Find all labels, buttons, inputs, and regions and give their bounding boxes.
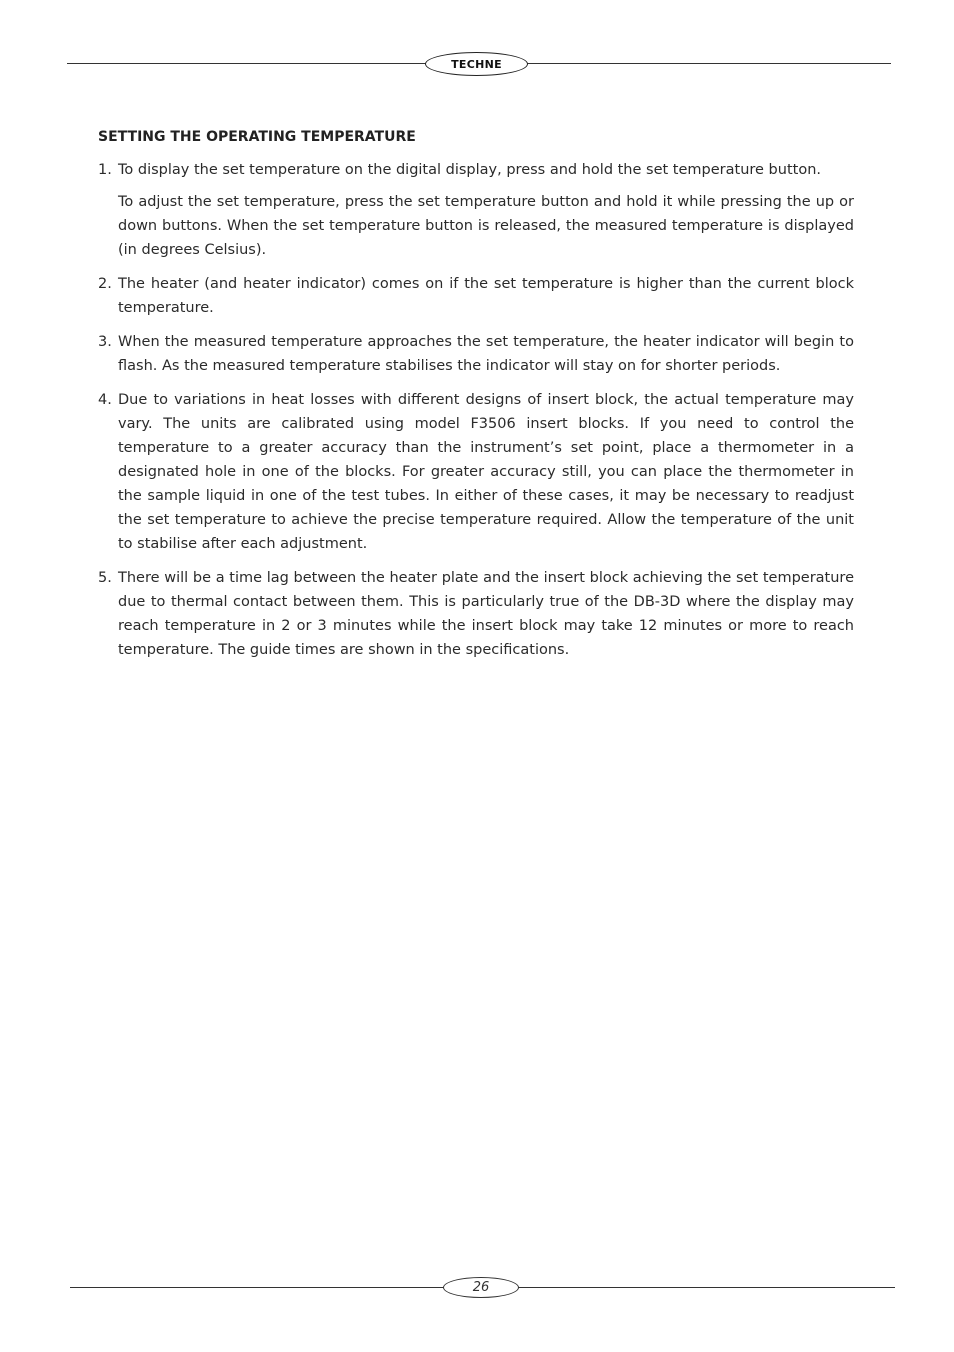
- step-1: [98, 158, 854, 262]
- step-2: [98, 272, 854, 320]
- step-number: 1.: [98, 162, 112, 178]
- step-paragraph: There will be a time lag between the heater plate and the insert block achieving the set temperature due to thermal contact between them. This is particularly true of the DB-3D where the display may reach temperature in 2 or 3 minutes while the insert block may take 12 minutes or more to reach temperature. The guide times are shown in the specifications.: [118, 570, 854, 658]
- step-paragraph: When the measured temperature approaches the set temperature, the heater indicator will begin to flash. As the measured temperature stabilises the indicator will stay on for shorter periods.: [118, 334, 854, 374]
- step-5: [98, 566, 854, 662]
- section-heading: SETTING THE OPERATING TEMPERATURE: [98, 129, 416, 145]
- steps-list: [98, 158, 854, 662]
- step-paragraph: The heater (and heater indicator) comes on if the set temperature is higher than the current block temperature.: [118, 276, 854, 316]
- step-paragraph: To adjust the set temperature, press the set temperature button and hold it while pressing the up or down buttons. When the set temperature button is released, the measured temperature is displayed (in degrees Celsius).: [118, 194, 854, 258]
- step-paragraph: Due to variations in heat losses with different designs of insert block, the actual temperature may vary. The units are calibrated using model F3506 insert blocks. If you need to control the temperature to a greater accuracy than the instrument’s set point, place a thermometer in a designated hole in one of the blocks. For greater accuracy still, you can place the thermometer in the sample liquid in one of the test tubes. In either of these cases, it may be necessary to readjust the set temperature to achieve the precise temperature required. Allow the temperature of the unit to stabilise after each adjustment.: [118, 392, 854, 552]
- step-number: 2.: [98, 276, 112, 292]
- step-number: 3.: [98, 334, 112, 350]
- page-content: [98, 126, 854, 672]
- page-number: 26: [472, 1280, 490, 1295]
- logo-text: TECHNE: [451, 57, 502, 71]
- techne-logo: [425, 52, 528, 76]
- step-3: [98, 330, 854, 378]
- step-4: [98, 388, 854, 556]
- step-number: 5.: [98, 570, 112, 586]
- page-number-badge: [443, 1277, 519, 1298]
- step-paragraph: To display the set temperature on the digital display, press and hold the set temperature button.: [118, 162, 821, 178]
- step-number: 4.: [98, 392, 112, 408]
